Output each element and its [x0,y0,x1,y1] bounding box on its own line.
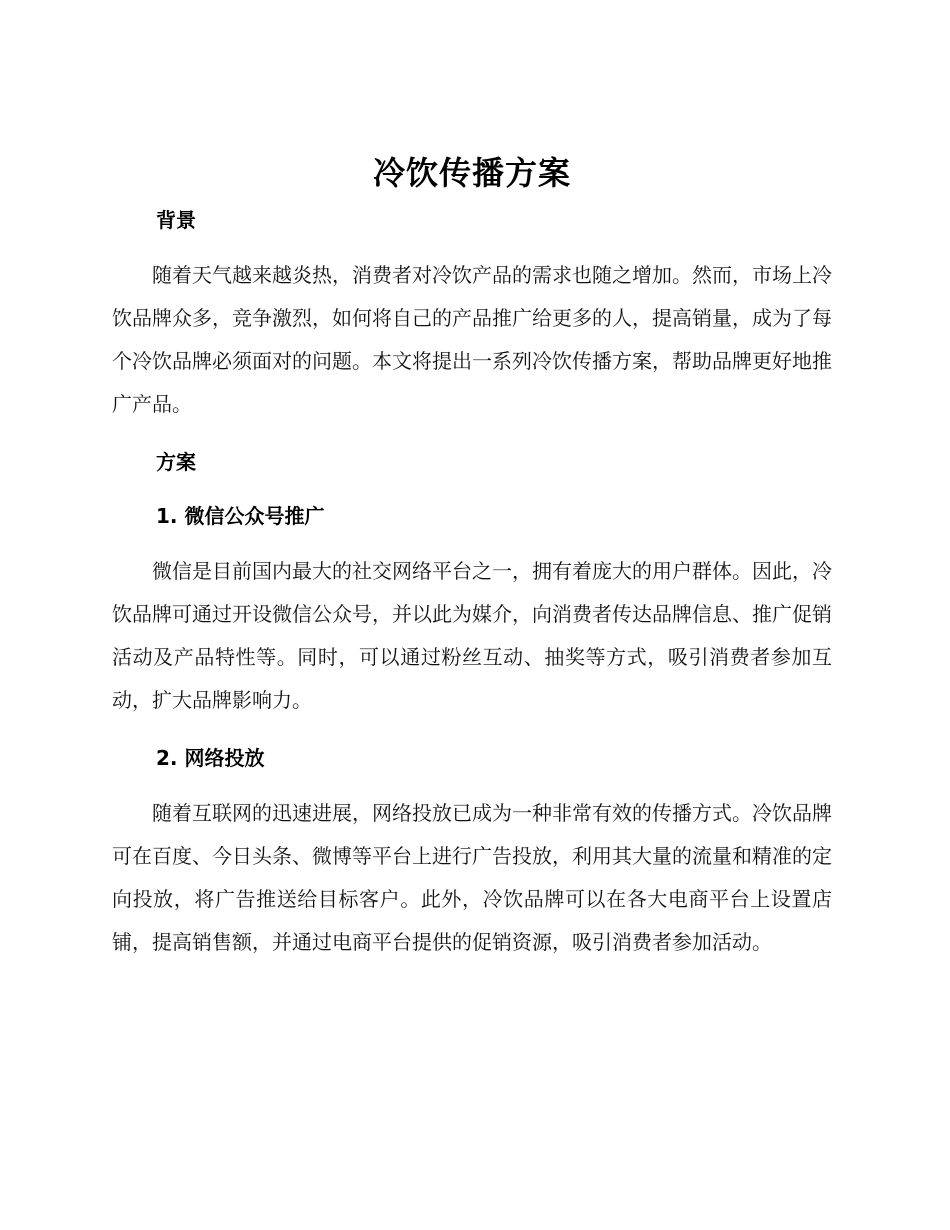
section-paragraph-online: 随着互联网的迅速进展，网络投放已成为一种非常有效的传播方式。冷饮品牌可在百度、今日头条、微博等平台上进行广告投放，利用其大量的流量和精准的定向投放，将广告推送给目标客户。此外，冷饮品牌可以在各大电商平台上设置店铺，提高销售额，并通过电商平台提供的促销资源，吸引消费者参加活动。 [112,801,832,954]
section-paragraph-wechat: 微信是目前国内最大的社交网络平台之一，拥有着庞大的用户群体。因此，冷饮品牌可通过开设微信公众号，并以此为媒介，向消费者传达品牌信息、推广促销活动及产品特性等。同时，可以通过粉丝互动、抽奖等方式，吸引消费者参加互动，扩大品牌影响力。 [112,559,832,712]
section-heading-plan: 方案 [156,450,196,474]
document-title: 冷饮传播方案 [372,154,571,192]
section-heading-online: 2. 网络投放 [156,746,265,770]
document-content [112,150,832,964]
section-heading-background: 背景 [156,208,196,232]
section-paragraph-background: 随着天气越来越炎热，消费者对冷饮产品的需求也随之增加。然而，市场上冷饮品牌众多，竞争激烈，如何将自己的产品推广给更多的人，提高销量，成为了每个冷饮品牌必须面对的问题。本文将提出一系列冷饮传播方案，帮助品牌更好地推广产品。 [112,263,832,416]
section-heading-wechat: 1. 微信公众号推广 [156,504,325,528]
